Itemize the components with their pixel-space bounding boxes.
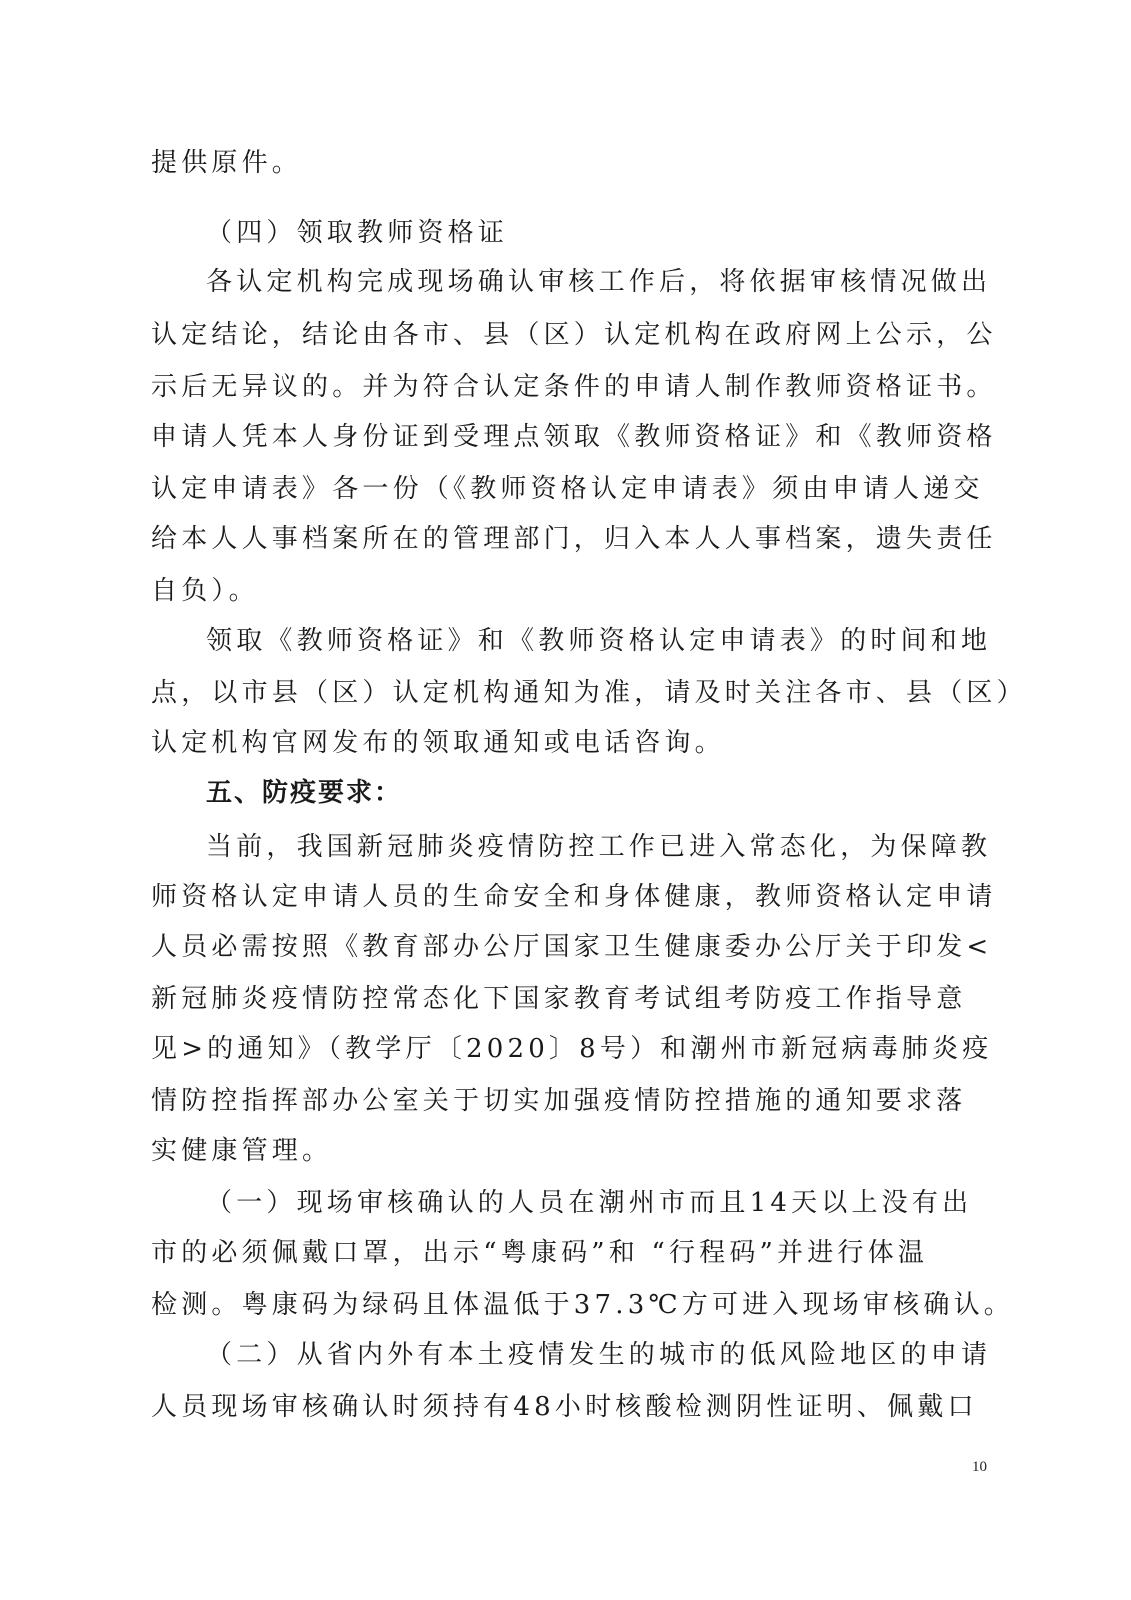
paragraph-line: 示后无异议的。并为符合认定条件的申请人制作教师资格证书。 xyxy=(151,372,997,402)
paragraph-line: 提供原件。 xyxy=(151,148,303,178)
paragraph-line: 认定结论，结论由各市、县（区）认定机构在政府网上公示，公 xyxy=(151,320,997,350)
paragraph-line: 新冠肺炎疫情防控常态化下国家教育考试组考防疫工作指导意 xyxy=(151,984,967,1014)
paragraph-line: 实健康管理。 xyxy=(151,1136,333,1166)
paragraph-line: 领取《教师资格证》和《教师资格认定申请表》的时间和地 xyxy=(206,626,992,656)
paragraph-line: 市的必须佩戴口罩，出示“粤康码”和 “行程码”并进行体温 xyxy=(151,1238,929,1268)
paragraph-line: 师资格认定申请人员的生命安全和身体健康，教师资格认定申请 xyxy=(151,882,997,912)
paragraph-line: 情防控指挥部办公室关于切实加强疫情防控措施的通知要求落 xyxy=(151,1086,967,1116)
paragraph-line: 人员必需按照《教育部办公厅国家卫生健康委办公厅关于印发< xyxy=(151,932,993,962)
paragraph-line: 见>的通知》（教学厅〔2020〕8号）和潮州市新冠病毒肺炎疫 xyxy=(151,1034,993,1064)
page-number: 10 xyxy=(972,1459,987,1475)
paragraph-line: 检测。粤康码为绿码且体温低于37.3℃方可进入现场审核确认。 xyxy=(151,1290,1014,1320)
paragraph-line: 申请人凭本人身份证到受理点领取《教师资格证》和《教师资格 xyxy=(151,422,997,452)
paragraph-line: （二）从省内外有本土疫情发生的城市的低风险地区的申请 xyxy=(206,1340,992,1370)
section-heading: 五、防疫要求： xyxy=(206,778,403,808)
paragraph-line: 自负）。 xyxy=(151,576,259,606)
paragraph-line: （一）现场审核确认的人员在潮州市而且14天以上没有出 xyxy=(206,1188,973,1218)
subsection-heading: （四）领取教师资格证 xyxy=(206,218,509,248)
paragraph-line: 当前，我国新冠肺炎疫情防控工作已进入常态化，为保障教 xyxy=(206,832,992,862)
paragraph-line: 人员现场审核确认时须持有48小时核酸检测阴性证明、佩戴口 xyxy=(151,1392,978,1422)
paragraph-line: 认定机构官网发布的领取通知或电话咨询。 xyxy=(151,728,725,758)
paragraph-line: 给本人人事档案所在的管理部门，归入本人人事档案，遗失责任 xyxy=(151,524,997,554)
paragraph-line: 各认定机构完成现场确认审核工作后，将依据审核情况做出 xyxy=(206,267,992,297)
paragraph-line: 点，以市县（区）认定机构通知为准，请及时关注各市、县（区） xyxy=(151,678,1027,708)
paragraph-line: 认定申请表》各一份（《教师资格认定申请表》须由申请人递交 xyxy=(151,474,984,504)
